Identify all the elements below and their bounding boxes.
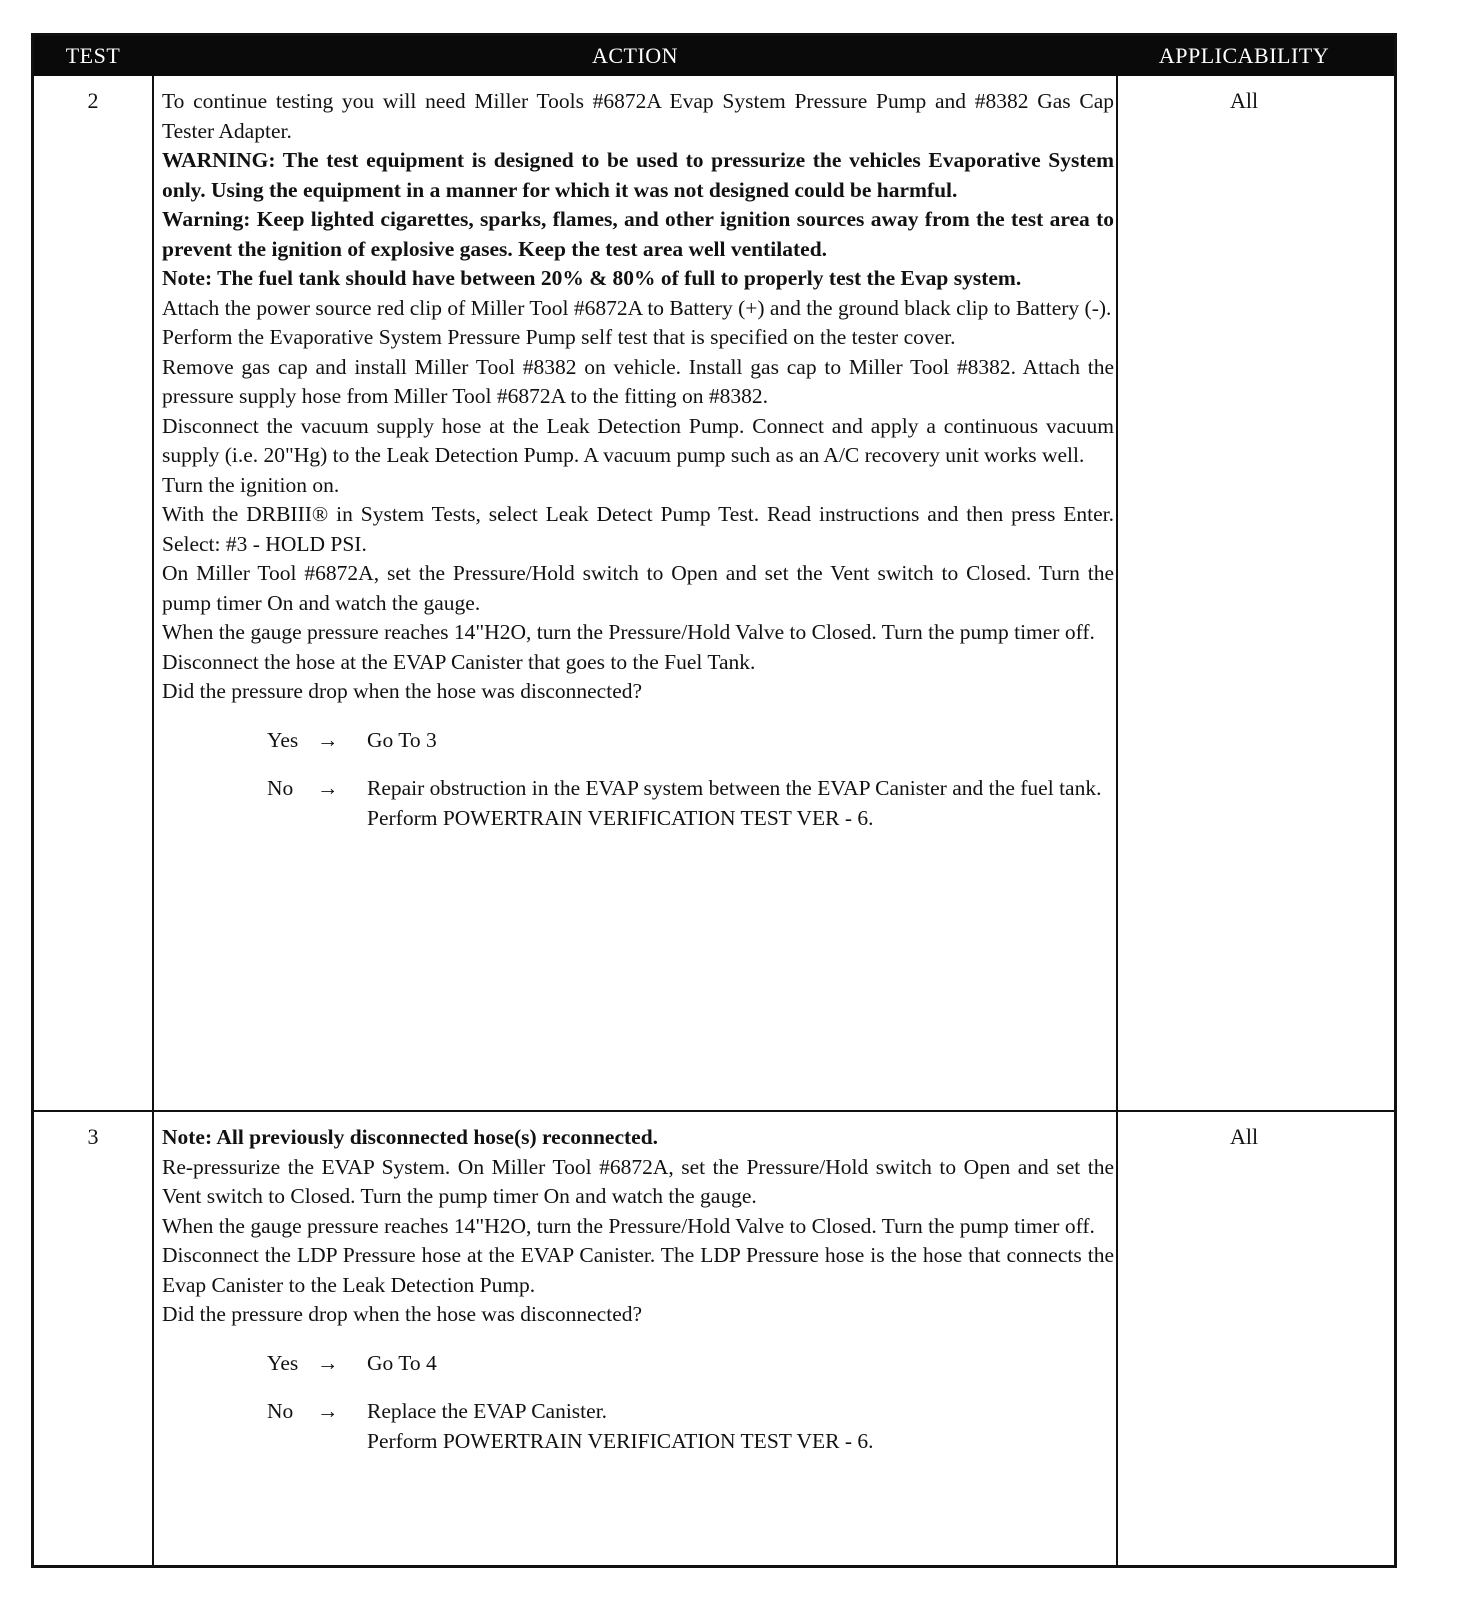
- table-header: [34, 36, 1394, 76]
- applicability-value: All: [1229, 88, 1259, 113]
- result-text: [367, 1397, 1114, 1456]
- row-divider: [34, 1110, 1394, 1112]
- note-text: Note: All previously disconnected hose(s) reconnected.: [162, 1125, 659, 1149]
- result-no: [162, 1397, 1114, 1456]
- action-text: [162, 87, 1114, 833]
- result-text: Go To 4: [367, 1350, 437, 1375]
- column-divider: [1116, 76, 1118, 1565]
- result-text-line: Repair obstruction in the EVAP system between the EVAP Canister and the fuel tank.: [367, 776, 1102, 800]
- action-paragraph: On Miller Tool #6872A, set the Pressure/Hold switch to Open and set the Vent switch to Closed. Turn the pump timer On and watch the gauge.: [162, 561, 1114, 615]
- action-paragraph: When the gauge pressure reaches 14"H2O, turn the Pressure/Hold Valve to Closed. Turn the pump timer off.: [162, 1213, 1095, 1238]
- diagnostic-table: [31, 33, 1397, 1568]
- result-label: Yes: [267, 727, 299, 752]
- action-paragraph: To continue testing you will need Miller Tools #6872A Evap System Pressure Pump and #8382 Gas Cap Tester Adapter.: [162, 89, 1114, 143]
- action-paragraph: Perform the Evaporative System Pressure Pump self test that is specified on the tester cover.: [162, 325, 956, 349]
- header-applicability: APPLICABILITY: [1158, 43, 1330, 68]
- result-text: Go To 3: [367, 727, 437, 752]
- action-paragraph: With the DRBIII® in System Tests, select Leak Detect Pump Test. Read instructions and then press Enter. Select: #3 - HOLD PSI.: [162, 502, 1114, 556]
- test-number: 3: [87, 1124, 99, 1149]
- warning-text: Warning: Keep lighted cigarettes, sparks, flames, and other ignition sources away from the test area to prevent the ignition of explosive gases. Keep the test area well ventilated.: [162, 207, 1114, 261]
- arrow-right-icon: →: [317, 776, 339, 800]
- result-label: Yes: [267, 1350, 299, 1375]
- action-paragraph: When the gauge pressure reaches 14"H2O, turn the Pressure/Hold Valve to Closed. Turn the pump timer off.: [162, 620, 1095, 644]
- action-text: [162, 1123, 1114, 1456]
- question-text: Did the pressure drop when the hose was disconnected?: [162, 679, 643, 703]
- result-text-line: Replace the EVAP Canister.: [367, 1399, 608, 1423]
- action-paragraph: Disconnect the vacuum supply hose at the Leak Detection Pump. Connect and apply a continuous vacuum supply (i.e. 20"Hg) to the Leak Detection Pump. A vacuum pump such as an A/C recovery unit works well.: [162, 413, 1114, 467]
- arrow-right-icon: →: [317, 1399, 339, 1423]
- warning-text: WARNING: The test equipment is designed to be used to pressurize the vehicles Evaporative System only. Using the equipment in a manner for which it was not designed could be harmful.: [162, 148, 1114, 202]
- result-label: No: [267, 776, 294, 800]
- applicability-value: All: [1229, 1124, 1259, 1149]
- result-label: No: [267, 1399, 294, 1423]
- note-text: Note: The fuel tank should have between 20% & 80% of full to properly test the Evap system.: [162, 266, 1022, 290]
- action-paragraph: Disconnect the LDP Pressure hose at the EVAP Canister. The LDP Pressure hose is the hose that connects the Evap Canister to the Leak Detection Pump.: [162, 1243, 1114, 1297]
- action-paragraph: Disconnect the hose at the EVAP Canister that goes to the Fuel Tank.: [162, 649, 756, 674]
- result-text-line: Perform POWERTRAIN VERIFICATION TEST VER - 6.: [367, 805, 874, 830]
- action-paragraph: Attach the power source red clip of Miller Tool #6872A to Battery (+) and the ground black clip to Battery (-).: [162, 295, 1112, 320]
- result-yes: [162, 726, 1114, 756]
- action-paragraph: Remove gas cap and install Miller Tool #8382 on vehicle. Install gas cap to Miller Tool #8382. Attach the pressure supply hose from Miller Tool #6872A to the fitting on #8382.: [162, 354, 1114, 408]
- header-test: TEST: [65, 43, 121, 68]
- arrow-right-icon: →: [317, 727, 339, 752]
- result-yes: [162, 1349, 1114, 1379]
- test-number: 2: [87, 88, 99, 113]
- header-action: ACTION: [591, 43, 679, 68]
- arrow-right-icon: →: [317, 1350, 339, 1375]
- question-text: Did the pressure drop when the hose was disconnected?: [162, 1302, 643, 1326]
- result-no: [162, 774, 1114, 833]
- result-text: [367, 774, 1114, 833]
- result-text-line: Perform POWERTRAIN VERIFICATION TEST VER - 6.: [367, 1428, 874, 1453]
- action-paragraph: Re-pressurize the EVAP System. On Miller Tool #6872A, set the Pressure/Hold switch to Open and set the Vent switch to Closed. Turn the pump timer On and watch the gauge.: [162, 1154, 1114, 1208]
- column-divider: [152, 76, 154, 1565]
- action-paragraph: Turn the ignition on.: [162, 472, 340, 497]
